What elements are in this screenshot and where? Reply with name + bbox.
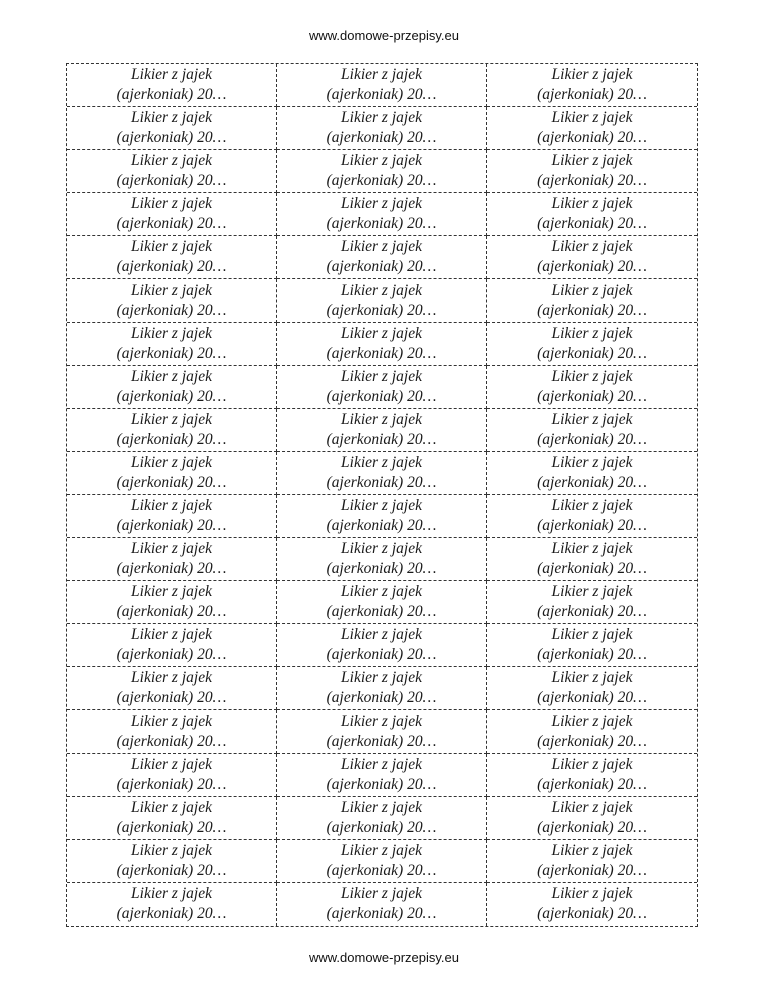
label-title: Likier z jajek xyxy=(131,324,212,342)
label-title: Likier z jajek xyxy=(551,367,633,385)
label-cell xyxy=(487,409,697,452)
label-cell xyxy=(277,710,487,753)
label-title: Likier z jajek xyxy=(341,66,422,84)
label-cell xyxy=(487,581,697,624)
label-cell xyxy=(277,323,487,366)
label-title: Likier z jajek xyxy=(341,540,422,558)
label-title: Likier z jajek xyxy=(131,841,212,859)
label-subtitle: (ajerkoniak) 20… xyxy=(326,172,437,190)
label-subtitle: (ajerkoniak) 20… xyxy=(537,775,647,793)
label-title: Likier z jajek xyxy=(341,367,422,385)
label-title: Likier z jajek xyxy=(551,109,633,127)
label-title: Likier z jajek xyxy=(131,583,212,601)
label-cell xyxy=(487,323,697,366)
label-title: Likier z jajek xyxy=(131,885,212,903)
label-cell xyxy=(277,366,487,409)
label-title: Likier z jajek xyxy=(341,669,422,687)
label-title: Likier z jajek xyxy=(341,626,422,644)
label-title: Likier z jajek xyxy=(551,755,633,773)
label-title: Likier z jajek xyxy=(551,410,633,428)
label-subtitle: (ajerkoniak) 20… xyxy=(116,129,227,147)
label-title: Likier z jajek xyxy=(341,712,422,730)
label-cell xyxy=(487,366,697,409)
label-title: Likier z jajek xyxy=(131,540,212,558)
label-subtitle: (ajerkoniak) 20… xyxy=(326,905,437,923)
label-subtitle: (ajerkoniak) 20… xyxy=(116,646,227,664)
label-cell xyxy=(277,236,487,279)
label-subtitle: (ajerkoniak) 20… xyxy=(116,818,227,836)
label-title: Likier z jajek xyxy=(131,626,212,644)
label-title: Likier z jajek xyxy=(551,626,633,644)
label-cell xyxy=(277,754,487,797)
label-title: Likier z jajek xyxy=(551,66,633,84)
label-subtitle: (ajerkoniak) 20… xyxy=(537,301,647,319)
label-subtitle: (ajerkoniak) 20… xyxy=(116,172,227,190)
label-title: Likier z jajek xyxy=(341,410,422,428)
label-title: Likier z jajek xyxy=(131,281,212,299)
label-subtitle: (ajerkoniak) 20… xyxy=(537,215,647,233)
label-cell xyxy=(487,754,697,797)
label-cell xyxy=(487,883,697,926)
site-url-header: www.domowe-przepisy.eu xyxy=(308,28,460,43)
label-subtitle: (ajerkoniak) 20… xyxy=(116,775,227,793)
label-title: Likier z jajek xyxy=(551,712,633,730)
label-subtitle: (ajerkoniak) 20… xyxy=(326,775,437,793)
label-cell xyxy=(277,452,487,495)
label-title: Likier z jajek xyxy=(551,453,633,471)
label-title: Likier z jajek xyxy=(551,885,633,903)
label-subtitle: (ajerkoniak) 20… xyxy=(116,689,227,707)
label-subtitle: (ajerkoniak) 20… xyxy=(326,86,437,104)
label-title: Likier z jajek xyxy=(131,755,212,773)
label-cell xyxy=(487,840,697,883)
label-cell xyxy=(277,538,487,581)
label-title: Likier z jajek xyxy=(551,324,633,342)
label-cell xyxy=(67,452,277,495)
label-cell xyxy=(277,193,487,236)
label-title: Likier z jajek xyxy=(341,238,422,256)
label-cell xyxy=(277,883,487,926)
label-cell xyxy=(67,409,277,452)
label-cell xyxy=(277,279,487,322)
label-cell xyxy=(487,150,697,193)
label-title: Likier z jajek xyxy=(341,583,422,601)
label-cell xyxy=(67,754,277,797)
label-cell xyxy=(277,64,487,107)
label-cell xyxy=(487,279,697,322)
label-subtitle: (ajerkoniak) 20… xyxy=(326,473,437,491)
label-subtitle: (ajerkoniak) 20… xyxy=(116,560,227,578)
label-subtitle: (ajerkoniak) 20… xyxy=(326,258,437,276)
label-cell xyxy=(277,624,487,667)
label-subtitle: (ajerkoniak) 20… xyxy=(326,603,437,621)
label-cell xyxy=(67,193,277,236)
label-title: Likier z jajek xyxy=(551,195,633,213)
label-title: Likier z jajek xyxy=(551,238,633,256)
label-cell xyxy=(67,323,277,366)
label-cell xyxy=(487,538,697,581)
label-title: Likier z jajek xyxy=(131,152,212,170)
label-cell xyxy=(487,710,697,753)
label-cell xyxy=(487,236,697,279)
label-subtitle: (ajerkoniak) 20… xyxy=(537,517,647,535)
label-title: Likier z jajek xyxy=(131,66,212,84)
label-title: Likier z jajek xyxy=(341,281,422,299)
label-cell xyxy=(487,495,697,538)
label-title: Likier z jajek xyxy=(341,798,422,816)
label-cell xyxy=(277,840,487,883)
label-cell xyxy=(67,150,277,193)
label-cell xyxy=(67,883,277,926)
label-title: Likier z jajek xyxy=(131,712,212,730)
label-title: Likier z jajek xyxy=(131,410,212,428)
label-subtitle: (ajerkoniak) 20… xyxy=(537,646,647,664)
label-subtitle: (ajerkoniak) 20… xyxy=(326,861,437,879)
label-cell xyxy=(67,495,277,538)
label-subtitle: (ajerkoniak) 20… xyxy=(116,473,227,491)
label-subtitle: (ajerkoniak) 20… xyxy=(537,818,647,836)
label-title: Likier z jajek xyxy=(551,798,633,816)
label-subtitle: (ajerkoniak) 20… xyxy=(116,344,227,362)
site-url-footer: www.domowe-przepisy.eu xyxy=(308,950,460,965)
label-subtitle: (ajerkoniak) 20… xyxy=(326,818,437,836)
label-title: Likier z jajek xyxy=(551,497,633,515)
label-title: Likier z jajek xyxy=(341,195,422,213)
label-cell xyxy=(487,797,697,840)
label-subtitle: (ajerkoniak) 20… xyxy=(537,560,647,578)
label-title: Likier z jajek xyxy=(341,109,422,127)
label-subtitle: (ajerkoniak) 20… xyxy=(537,430,647,448)
label-cell xyxy=(67,581,277,624)
label-cell xyxy=(277,797,487,840)
label-subtitle: (ajerkoniak) 20… xyxy=(116,905,227,923)
label-subtitle: (ajerkoniak) 20… xyxy=(537,86,647,104)
label-cell xyxy=(487,107,697,150)
label-cell xyxy=(487,64,697,107)
label-subtitle: (ajerkoniak) 20… xyxy=(116,215,227,233)
label-cell xyxy=(67,366,277,409)
label-subtitle: (ajerkoniak) 20… xyxy=(326,732,437,750)
label-cell xyxy=(67,840,277,883)
label-subtitle: (ajerkoniak) 20… xyxy=(537,861,647,879)
label-subtitle: (ajerkoniak) 20… xyxy=(116,387,227,405)
label-subtitle: (ajerkoniak) 20… xyxy=(326,430,437,448)
label-cell xyxy=(67,236,277,279)
label-title: Likier z jajek xyxy=(131,453,212,471)
label-cell xyxy=(67,710,277,753)
label-subtitle: (ajerkoniak) 20… xyxy=(537,172,647,190)
label-cell xyxy=(277,495,487,538)
label-cell xyxy=(67,107,277,150)
label-title: Likier z jajek xyxy=(341,324,422,342)
label-cell xyxy=(67,64,277,107)
label-subtitle: (ajerkoniak) 20… xyxy=(326,387,437,405)
label-title: Likier z jajek xyxy=(551,841,633,859)
label-title: Likier z jajek xyxy=(131,238,212,256)
label-title: Likier z jajek xyxy=(551,583,633,601)
label-title: Likier z jajek xyxy=(131,669,212,687)
label-subtitle: (ajerkoniak) 20… xyxy=(116,301,227,319)
label-cell xyxy=(67,538,277,581)
label-subtitle: (ajerkoniak) 20… xyxy=(326,301,437,319)
label-subtitle: (ajerkoniak) 20… xyxy=(116,732,227,750)
label-subtitle: (ajerkoniak) 20… xyxy=(326,689,437,707)
label-cell xyxy=(487,624,697,667)
label-title: Likier z jajek xyxy=(131,497,212,515)
label-subtitle: (ajerkoniak) 20… xyxy=(326,560,437,578)
label-sheet xyxy=(66,63,698,927)
label-subtitle: (ajerkoniak) 20… xyxy=(116,603,227,621)
label-subtitle: (ajerkoniak) 20… xyxy=(326,129,437,147)
label-title: Likier z jajek xyxy=(131,109,212,127)
label-title: Likier z jajek xyxy=(341,755,422,773)
label-cell xyxy=(277,667,487,710)
label-cell xyxy=(67,279,277,322)
label-subtitle: (ajerkoniak) 20… xyxy=(326,646,437,664)
label-subtitle: (ajerkoniak) 20… xyxy=(326,517,437,535)
label-cell xyxy=(67,797,277,840)
label-cell xyxy=(277,107,487,150)
label-subtitle: (ajerkoniak) 20… xyxy=(537,732,647,750)
label-subtitle: (ajerkoniak) 20… xyxy=(537,689,647,707)
label-subtitle: (ajerkoniak) 20… xyxy=(326,215,437,233)
label-title: Likier z jajek xyxy=(341,497,422,515)
label-cell xyxy=(487,193,697,236)
label-subtitle: (ajerkoniak) 20… xyxy=(537,473,647,491)
label-cell xyxy=(67,624,277,667)
label-cell xyxy=(277,409,487,452)
label-title: Likier z jajek xyxy=(131,195,212,213)
label-subtitle: (ajerkoniak) 20… xyxy=(116,258,227,276)
label-subtitle: (ajerkoniak) 20… xyxy=(116,517,227,535)
label-subtitle: (ajerkoniak) 20… xyxy=(537,344,647,362)
label-subtitle: (ajerkoniak) 20… xyxy=(537,258,647,276)
label-subtitle: (ajerkoniak) 20… xyxy=(537,905,647,923)
label-subtitle: (ajerkoniak) 20… xyxy=(116,430,227,448)
label-subtitle: (ajerkoniak) 20… xyxy=(537,603,647,621)
label-subtitle: (ajerkoniak) 20… xyxy=(326,344,437,362)
label-subtitle: (ajerkoniak) 20… xyxy=(116,86,227,104)
label-title: Likier z jajek xyxy=(341,453,422,471)
label-title: Likier z jajek xyxy=(341,841,422,859)
label-cell xyxy=(487,452,697,495)
label-title: Likier z jajek xyxy=(341,885,422,903)
label-title: Likier z jajek xyxy=(551,281,633,299)
label-title: Likier z jajek xyxy=(341,152,422,170)
label-title: Likier z jajek xyxy=(551,669,633,687)
label-subtitle: (ajerkoniak) 20… xyxy=(537,129,647,147)
label-cell xyxy=(277,581,487,624)
label-title: Likier z jajek xyxy=(131,367,212,385)
label-title: Likier z jajek xyxy=(131,798,212,816)
label-subtitle: (ajerkoniak) 20… xyxy=(537,387,647,405)
label-cell xyxy=(67,667,277,710)
label-title: Likier z jajek xyxy=(551,540,633,558)
label-subtitle: (ajerkoniak) 20… xyxy=(116,861,227,879)
label-title: Likier z jajek xyxy=(551,152,633,170)
label-cell xyxy=(277,150,487,193)
label-cell xyxy=(487,667,697,710)
